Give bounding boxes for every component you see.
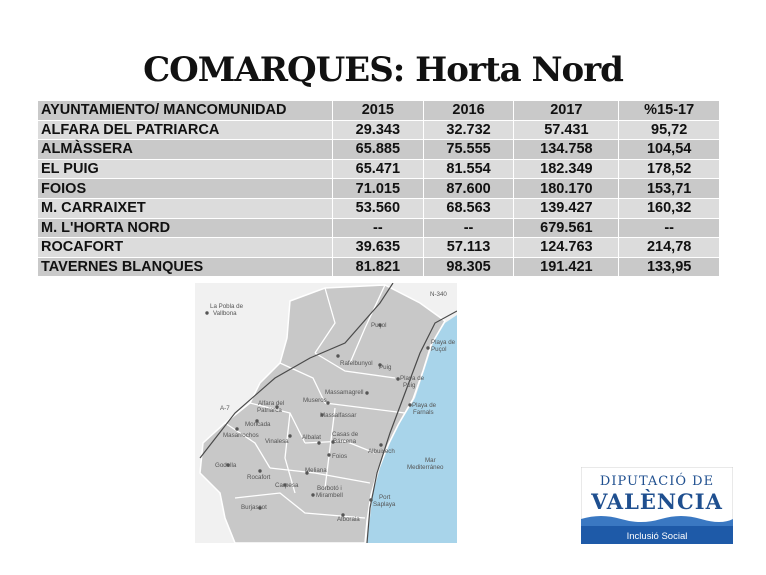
label-casas: Casas de [332, 431, 359, 438]
horta-nord-map [195, 283, 457, 543]
logo-line2: VALÈNCIA [591, 489, 723, 514]
label-borbotos-2: Mirambell [316, 492, 343, 499]
label-mar-2: Mediterráneo [407, 464, 444, 471]
label-playa-puig-2: Puig [403, 382, 416, 389]
logo-line3: Inclusió Social [626, 531, 688, 542]
row-2016: 87.600 [423, 179, 514, 199]
row-2016: 81.554 [423, 159, 514, 179]
col-header-pct: %15-17 [619, 101, 720, 121]
row-2015: 53.560 [333, 198, 424, 218]
table-row [38, 179, 720, 199]
row-2015: 81.821 [333, 257, 424, 277]
row-name: M. L'HORTA NORD [38, 218, 333, 238]
row-2017: 679.561 [514, 218, 619, 238]
row-2015: 71.015 [333, 179, 424, 199]
row-name: ALFARA DEL PATRIARCA [38, 120, 333, 140]
table-row [38, 120, 720, 140]
label-pobla: La Pobla de [210, 303, 244, 310]
table-header-row [38, 101, 720, 121]
row-pct: 214,78 [619, 238, 720, 258]
row-2016: 32.732 [423, 120, 514, 140]
row-2016: -- [423, 218, 514, 238]
label-massamagrell: Massamagrell [325, 389, 364, 396]
table-row [38, 238, 720, 258]
row-name: FOIOS [38, 179, 333, 199]
row-pct: 160,32 [619, 198, 720, 218]
row-name: EL PUIG [38, 159, 333, 179]
label-borbotos: Borbotó i [317, 485, 342, 492]
col-header-ayuntamiento: AYUNTAMIENTO/ MANCOMUNIDAD [38, 101, 333, 121]
label-puig: Puig [379, 364, 392, 371]
row-2016: 68.563 [423, 198, 514, 218]
label-godella: Godella [215, 462, 237, 469]
label-alfara-2: Patriarca [257, 407, 282, 414]
row-2015: 65.471 [333, 159, 424, 179]
label-albalat: Albalat [302, 434, 321, 441]
col-header-2015: 2015 [333, 101, 424, 121]
row-pct: 178,52 [619, 159, 720, 179]
label-playa-farnals-2: Farnals [413, 409, 434, 416]
row-pct: 133,95 [619, 257, 720, 277]
row-pct: 153,71 [619, 179, 720, 199]
row-2016: 57.113 [423, 238, 514, 258]
row-2017: 124.763 [514, 238, 619, 258]
table-row [38, 159, 720, 179]
row-2017: 182.349 [514, 159, 619, 179]
row-name: ROCAFORT [38, 238, 333, 258]
label-casas-2: Bárcena [333, 438, 357, 445]
table-row [38, 257, 720, 277]
row-pct: 104,54 [619, 140, 720, 160]
label-playa-puig: Playa de [400, 375, 425, 382]
label-a7: A-7 [220, 405, 230, 412]
row-2017: 180.170 [514, 179, 619, 199]
label-moncada: Moncada [245, 421, 271, 428]
label-burjassot: Burjassot [241, 504, 267, 511]
label-meliana: Meliana [305, 467, 327, 474]
label-pobla-2: Vallbona [213, 310, 237, 317]
col-header-2016: 2016 [423, 101, 514, 121]
row-2016: 75.555 [423, 140, 514, 160]
label-rafelbunyol: Rafelbunyol [340, 360, 373, 367]
label-playa-farnals: Playa de [412, 402, 437, 409]
page-title: COMARQUES: Horta Nord [143, 50, 623, 90]
label-carpesa: Carpesa [275, 482, 299, 489]
row-2017: 57.431 [514, 120, 619, 140]
table-row [38, 140, 720, 160]
row-2015: -- [333, 218, 424, 238]
label-mar: Mar [425, 457, 436, 464]
label-rocafort: Rocafort [247, 474, 271, 481]
row-2017: 139.427 [514, 198, 619, 218]
label-masarrochos: Masarrochos [223, 432, 259, 439]
label-albuixech: Albuixech [368, 448, 395, 455]
row-2015: 29.343 [333, 120, 424, 140]
label-n340: N-340 [430, 291, 447, 298]
label-massalfassar: Massalfassar [320, 412, 357, 419]
label-foios: Foios [332, 453, 348, 460]
label-vinalesa: Vinalesa [265, 438, 289, 445]
row-2016: 98.305 [423, 257, 514, 277]
label-port-2: Saplaya [373, 501, 396, 508]
col-header-2017: 2017 [514, 101, 619, 121]
label-playa-pucol: Playa de [431, 339, 456, 346]
row-2017: 191.421 [514, 257, 619, 277]
label-alfara: Alfara del [258, 400, 285, 407]
label-playa-pucol-2: Puçol [431, 346, 447, 353]
row-name: TAVERNES BLANQUES [38, 257, 333, 277]
label-museros: Museros [303, 397, 327, 404]
row-2017: 134.758 [514, 140, 619, 160]
row-2015: 65.885 [333, 140, 424, 160]
label-alboraia: Alboraia [337, 516, 360, 523]
row-name: M. CARRAIXET [38, 198, 333, 218]
table-row [38, 198, 720, 218]
label-pucol: Puçol [371, 322, 387, 329]
row-pct: -- [619, 218, 720, 238]
row-name: ALMÀSSERA [38, 140, 333, 160]
row-2015: 39.635 [333, 238, 424, 258]
data-table [37, 100, 720, 277]
diputacio-logo [581, 467, 733, 544]
label-port: Port [379, 494, 391, 501]
row-pct: 95,72 [619, 120, 720, 140]
logo-line1: DIPUTACIÓ DE [599, 474, 715, 489]
table-row [38, 218, 720, 238]
